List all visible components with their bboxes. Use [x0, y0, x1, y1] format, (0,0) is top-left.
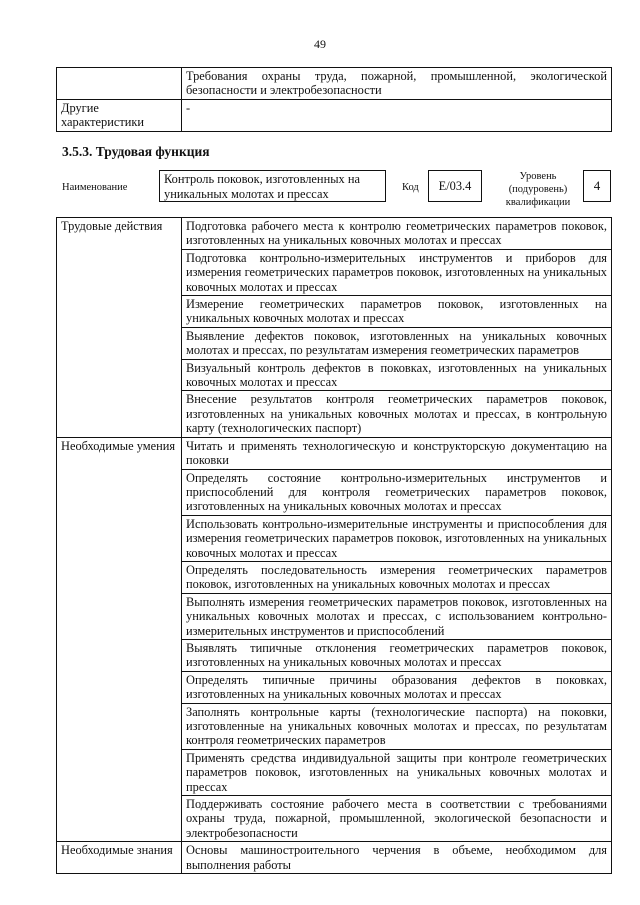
item-cell: Выявление дефектов поковок, изготовленных на уникальных ковочных молотах и прессах, по результатам измерения геометрических параметров [182, 327, 612, 359]
table-row [57, 68, 612, 100]
level-label: Уровень (подуровень) квалификации [505, 171, 571, 208]
category-cell: Необходимые знания [57, 842, 182, 874]
table-row [57, 842, 612, 874]
function-name: Контроль поковок, изготовленных на уникальных молотах и прессах [159, 170, 386, 202]
function-header [0, 168, 640, 208]
qualification-level: 4 [583, 170, 611, 202]
item-cell: Визуальный контроль дефектов в поковках, изготовленных на уникальных ковочных молотах и прессах [182, 359, 612, 391]
section-heading: 3.5.3. Трудовая функция [62, 144, 210, 159]
function-code: E/03.4 [428, 170, 482, 202]
row-label [57, 68, 182, 100]
row-value: - [182, 99, 612, 131]
code-label: Код [402, 182, 419, 193]
item-cell: Выполнять измерения геометрических параметров поковок, изготовленных на уникальных ковочных молотах и прессах, с использованием контрольно-измерительных инструментов и приспособлений [182, 593, 612, 639]
item-cell: Основы машиностроительного черчения в объеме, необходимом для выполнения работы [182, 842, 612, 874]
item-cell: Поддерживать состояние рабочего места в соответствии с требованиями охраны труда, пожарной, промышленной, экологической безопасности и электробезопасности [182, 796, 612, 842]
table-row [57, 218, 612, 250]
item-cell: Подготовка рабочего места к контролю геометрических параметров поковок, изготовленных на уникальных ковочных молотах и прессах [182, 218, 612, 250]
item-cell: Определять состояние контрольно-измерительных инструментов и приспособлений для контроля геометрических параметров поковок, изготовленных на уникальных ковочных молотах и прессах [182, 469, 612, 515]
item-cell: Определять типичные причины образования дефектов в поковках, изготовленных на уникальных ковочных молотах и прессах [182, 671, 612, 703]
category-cell: Трудовые действия [57, 218, 182, 438]
item-cell: Подготовка контрольно-измерительных инструментов и приборов для измерения геометрических параметров поковок, изготовленных на уникальных ковочных молотах и прессах [182, 249, 612, 295]
item-cell: Использовать контрольно-измерительные инструменты и приспособления для измерения геометрических параметров поковок, изготовленных на уникальных ковочных молотах и прессах [182, 515, 612, 561]
name-label: Наименование [62, 182, 128, 193]
preceding-table [56, 67, 612, 132]
item-cell: Выявлять типичные отклонения геометрических параметров поковок, изготовленных на уникальных ковочных молотах и прессах [182, 639, 612, 671]
item-cell: Заполнять контрольные карты (технологические паспорта) на поковки, изготовленные на уникальных ковочных молотах и прессах, по результатам контроля геометрических параметров [182, 703, 612, 749]
category-cell: Необходимые умения [57, 437, 182, 842]
table-row [57, 99, 612, 131]
row-label: Другие характеристики [57, 99, 182, 131]
row-value: Требования охраны труда, пожарной, промышленной, экологической безопасности и электробезопасности [182, 68, 612, 100]
page-number: 49 [314, 37, 326, 51]
item-cell: Измерение геометрических параметров поковок, изготовленных на уникальных ковочных молотах и прессах [182, 296, 612, 328]
item-cell: Читать и применять технологическую и конструкторскую документацию на поковки [182, 437, 612, 469]
item-cell: Внесение результатов контроля геометрических параметров поковок, изготовленных на уникальных ковочных молотах и прессах, в контрольную карту (технологических паспорт) [182, 391, 612, 437]
table-row [57, 437, 612, 469]
item-cell: Применять средства индивидуальной защиты при контроле геометрических параметров поковок, изготовленных на уникальных ковочных молотах и прессах [182, 749, 612, 795]
item-cell: Определять последовательность измерения геометрических параметров поковок, изготовленных на уникальных ковочных молотах и прессах [182, 561, 612, 593]
function-table [56, 217, 612, 874]
